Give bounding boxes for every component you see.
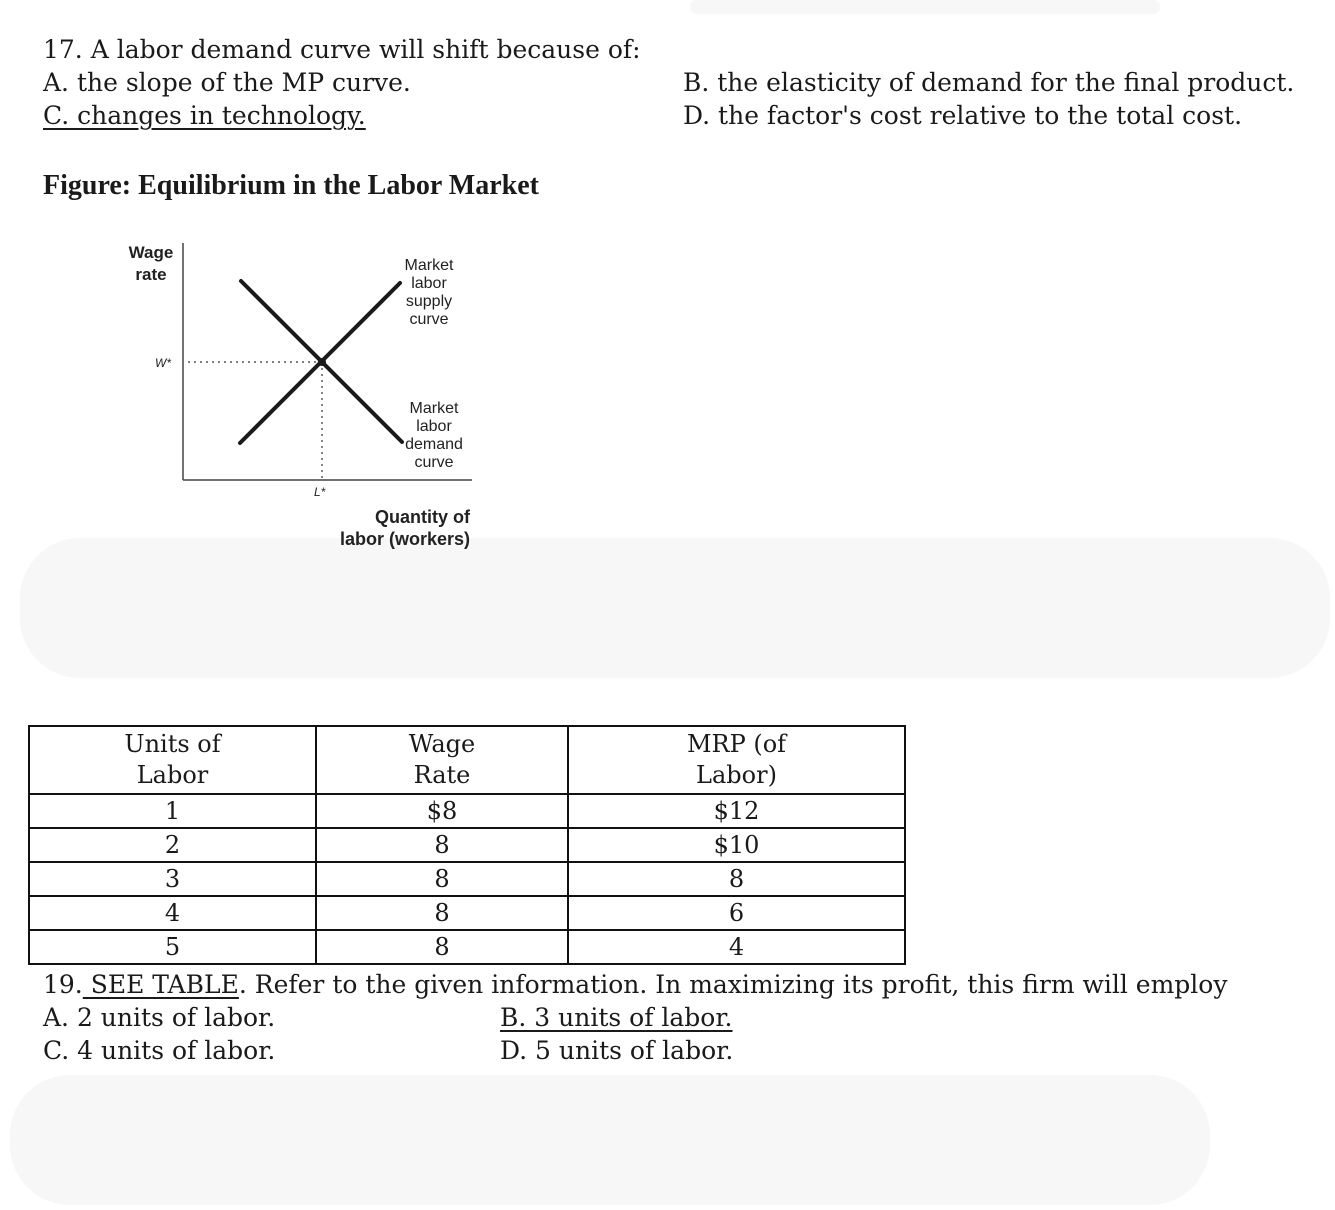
equilibrium-point xyxy=(318,358,326,366)
q17-option-d: D. the factor's cost relative to the total cost. xyxy=(683,101,1243,130)
table-header-row xyxy=(29,726,905,794)
q19-option-c: C. 4 units of labor. xyxy=(43,1036,276,1065)
header-units-of-labor: Units of Labor xyxy=(29,726,316,794)
table-row xyxy=(29,862,905,896)
cell-mrp: 6 xyxy=(568,896,905,930)
cell-wage: 8 xyxy=(316,828,568,862)
labor-market-figure xyxy=(0,0,1335,560)
table-row xyxy=(29,896,905,930)
table-row xyxy=(29,930,905,964)
table-row xyxy=(29,828,905,862)
figure-title: Figure: Equilibrium in the Labor Market xyxy=(43,170,539,201)
cell-units: 2 xyxy=(29,828,316,862)
cell-wage: 8 xyxy=(316,862,568,896)
y-axis-label-line2: rate xyxy=(135,265,167,284)
cell-wage: 8 xyxy=(316,930,568,964)
smudge-bottom xyxy=(10,1075,1210,1205)
q19-option-a: A. 2 units of labor. xyxy=(43,1003,276,1032)
cell-units: 5 xyxy=(29,930,316,964)
table-row xyxy=(29,794,905,828)
supply-label-3: supply xyxy=(405,293,453,310)
cell-mrp: $10 xyxy=(568,828,905,862)
q19-stem xyxy=(43,970,1227,1000)
cell-units: 1 xyxy=(29,794,316,828)
header-wage-rate: Wage Rate xyxy=(316,726,568,794)
w-star-label: W* xyxy=(155,356,171,370)
q17-option-a: A. the slope of the MP curve. xyxy=(43,68,411,97)
l-star-label: L* xyxy=(314,485,326,499)
supply-label-4: curve xyxy=(409,311,449,328)
x-axis-label-line2: labor (workers) xyxy=(339,529,470,549)
cell-units: 4 xyxy=(29,896,316,930)
cell-wage: 8 xyxy=(316,896,568,930)
q17-option-c: C. changes in technology. xyxy=(43,101,366,130)
cell-mrp: $12 xyxy=(568,794,905,828)
cell-wage: $8 xyxy=(316,794,568,828)
cell-mrp: 4 xyxy=(568,930,905,964)
cell-units: 3 xyxy=(29,862,316,896)
supply-label-2: labor xyxy=(411,275,447,292)
q19-number: 19. xyxy=(43,970,83,999)
x-axis-label-line1: Quantity of xyxy=(375,507,470,527)
y-axis-label-line1: Wage xyxy=(128,243,174,262)
header-mrp: MRP (of Labor) xyxy=(568,726,905,794)
q17-stem: 17. A labor demand curve will shift because of: xyxy=(43,35,641,64)
demand-label-1: Market xyxy=(409,400,459,417)
q19-stem-text: . Refer to the given information. In maximizing its profit, this firm will employ xyxy=(238,970,1228,999)
cell-mrp: 8 xyxy=(568,862,905,896)
q19-option-d: D. 5 units of labor. xyxy=(500,1036,734,1065)
q19-option-b: B. 3 units of labor. xyxy=(500,1003,733,1032)
demand-label-4: curve xyxy=(414,454,454,471)
demand-label-3: demand xyxy=(405,436,463,453)
supply-label-1: Market xyxy=(404,257,454,274)
labor-table xyxy=(28,725,906,965)
q19-see-table: SEE TABLE xyxy=(82,970,239,999)
demand-label-2: labor xyxy=(416,418,452,435)
q17-option-b: B. the elasticity of demand for the final product. xyxy=(683,68,1295,97)
